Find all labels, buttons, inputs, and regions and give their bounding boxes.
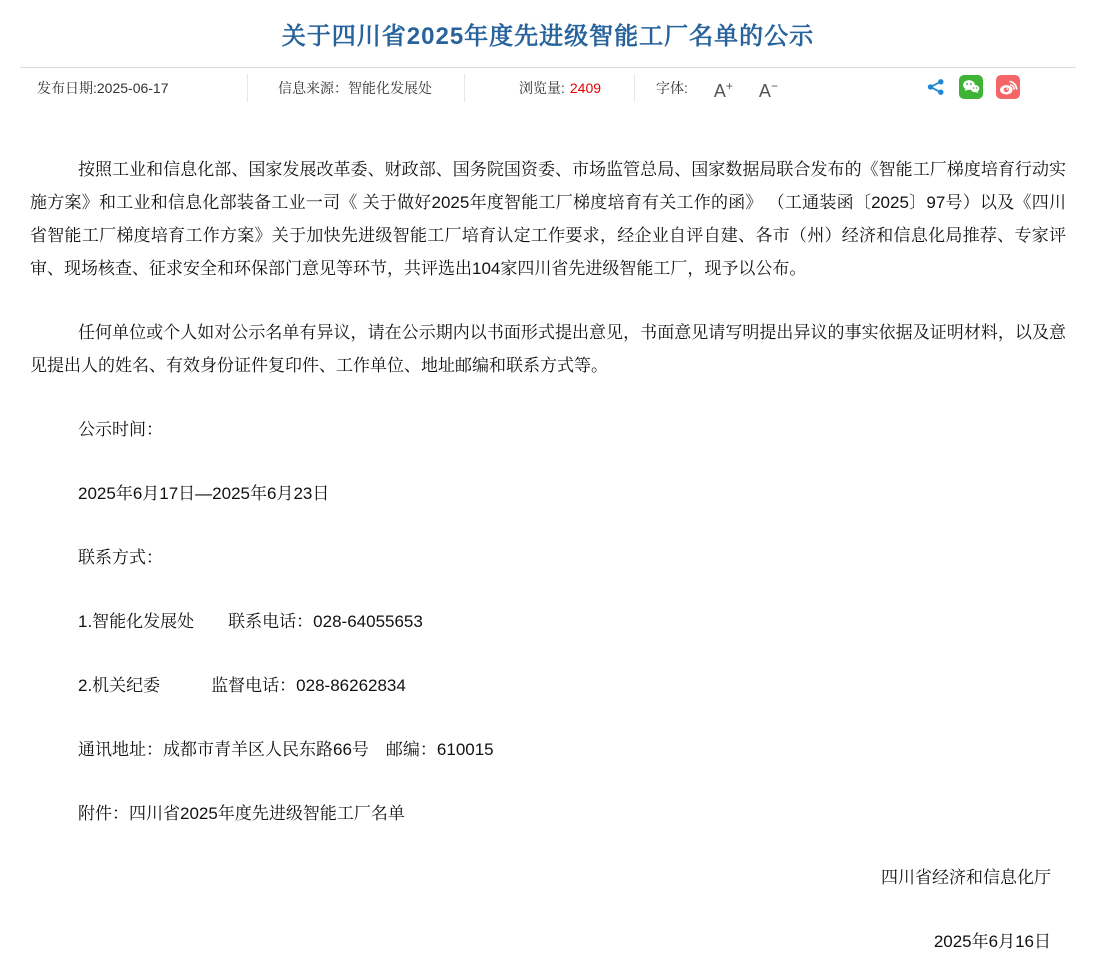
signature-date: 2025年6月16日 bbox=[933, 932, 1051, 951]
info-source-label: 信息来源： bbox=[278, 80, 348, 96]
view-count-label: 浏览量: bbox=[519, 80, 565, 96]
meta-bar bbox=[20, 67, 1076, 108]
paragraph-intro: 按照工业和信息化部、国家发展改革委、财政部、国务院国资委、市场监管总局、国家数据局联合发布的《智能工厂梯度培育行动实施方案》和工业和信息化部装备工业一司《 关于做好2025年度智能工厂梯度培育有关工作的函》 （工通装函〔2025〕97号）以及《四川省智能工厂梯度培育工作方案》关于加快先进级智能工厂培育认定工作要求，经企业自评自建、各市（州）经济和信息化局推荐、专家评审、现场核查、征求安全和环保部门意见等环节，共评选出104家四川省先进级智能工厂，现予以公布。 bbox=[30, 160, 1066, 278]
contact-label: 联系方式： bbox=[78, 548, 163, 567]
info-source bbox=[247, 74, 464, 102]
paragraph-objection: 任何单位或个人如对公示名单有异议，请在公示期内以书面形式提出意见，书面意见请写明提出异议的事实依据及证明材料，以及意见提出人的姓名、有效身份证件复印件、工作单位、地址邮编和联系方式等。 bbox=[30, 323, 1066, 375]
share-button[interactable] bbox=[926, 77, 946, 100]
view-count-value: 2409 bbox=[569, 80, 602, 96]
font-decrease-button[interactable]: A− bbox=[758, 78, 778, 101]
font-increase-button[interactable]: A+ bbox=[713, 78, 733, 101]
publish-date-value: 2025-06-17 bbox=[96, 80, 169, 96]
share-icon bbox=[926, 77, 946, 100]
wechat-icon bbox=[959, 75, 983, 102]
weibo-icon bbox=[996, 75, 1020, 102]
page-title: 关于四川省2025年度先进级智能工厂名单的公示 bbox=[281, 23, 815, 50]
publish-date-label: 发布日期: bbox=[37, 80, 97, 96]
page-header bbox=[0, 0, 1096, 67]
mailing-address: 通讯地址：成都市青羊区人民东路66号 邮编：610015 bbox=[78, 740, 494, 759]
weibo-share-button[interactable] bbox=[996, 75, 1020, 102]
notice-period-label: 公示时间： bbox=[78, 420, 163, 439]
notice-period-dates: 2025年6月17日—2025年6月23日 bbox=[78, 484, 330, 503]
publish-date bbox=[20, 74, 247, 102]
view-count bbox=[464, 74, 634, 102]
contact-phone-2: 2.机关纪委 监督电话：028-86262834 bbox=[78, 676, 406, 695]
font-size-label: 字体: bbox=[656, 80, 688, 96]
wechat-share-button[interactable] bbox=[959, 75, 983, 102]
contact-phone-1: 1.智能化发展处 联系电话：028-64055653 bbox=[78, 612, 423, 631]
font-size-control bbox=[634, 74, 778, 102]
attachment-line[interactable]: 附件：四川省2025年度先进级智能工厂名单 bbox=[78, 804, 405, 823]
article-body bbox=[0, 108, 1096, 958]
info-source-value: 智能化发展处 bbox=[348, 80, 432, 96]
share-toolbar bbox=[913, 75, 1076, 102]
signature-org: 四川省经济和信息化厅 bbox=[881, 868, 1051, 887]
